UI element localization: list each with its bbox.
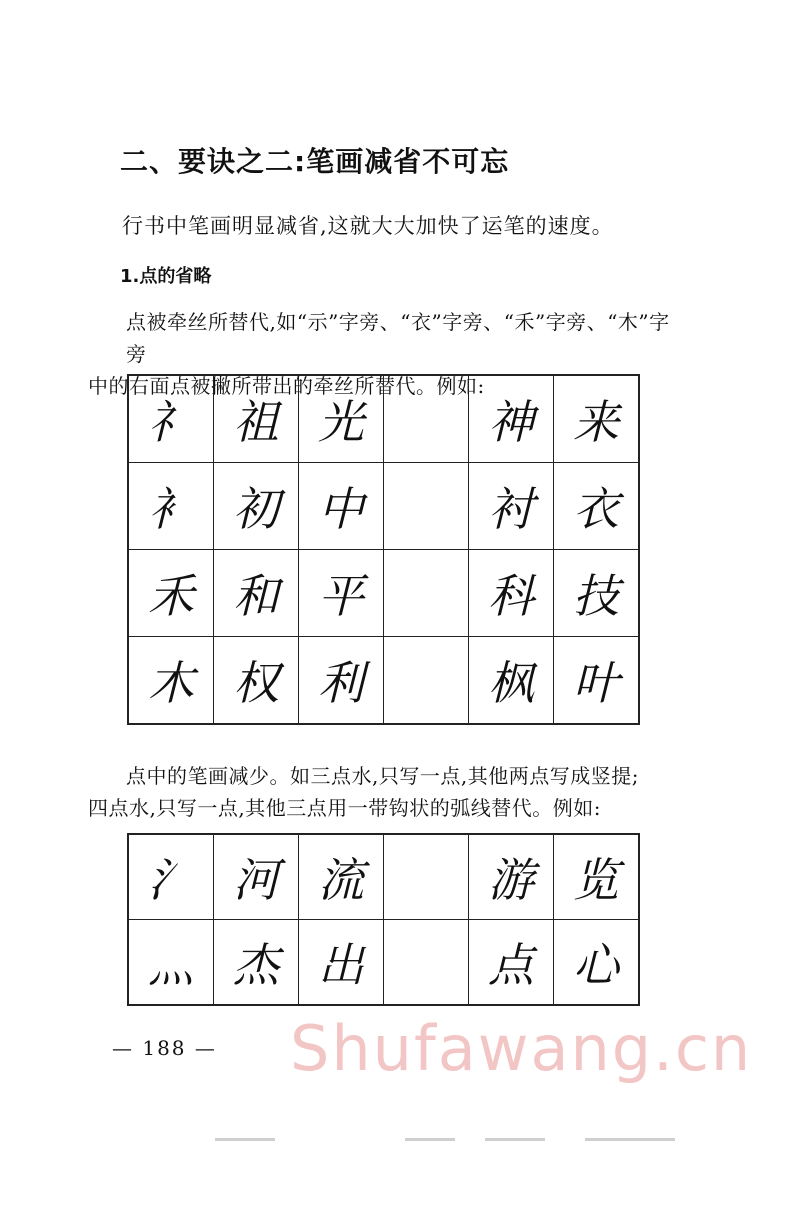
grid-row [128, 834, 639, 920]
grid-cell: 礻 [128, 375, 214, 463]
grid-cell: 科 [469, 550, 554, 637]
grid-cell-blank [384, 834, 469, 920]
grid-cell: 祖 [214, 375, 299, 463]
section-heading: 二、要诀之二:笔画减省不可忘 [120, 145, 510, 178]
grid-cell: 衬 [469, 463, 554, 550]
grid-cell: 禾 [128, 550, 214, 637]
grid-row [128, 463, 639, 550]
paragraph-2-line-1: 点中的笔画减少。如三点水,只写一点,其他两点写成竖提; [126, 764, 639, 788]
grid-cell: 游 [469, 834, 554, 920]
subsection-heading: 1.点的省略 [120, 266, 212, 287]
example-grid-dots-replaced [127, 374, 640, 725]
paragraph-2 [88, 760, 678, 824]
paragraph-1-line-2: 中的右面点被撇所带出的牵丝所替代。例如: [88, 374, 485, 398]
paragraph-1-line-1: 点被牵丝所替代,如“示”字旁、“衣”字旁、“禾”字旁、“木”字旁 [126, 310, 670, 366]
grid-cell-blank [384, 375, 469, 463]
scan-artifact [405, 1138, 455, 1141]
grid-cell-blank [384, 637, 469, 725]
paragraph-2-line-2: 四点水,只写一点,其他三点用一带钩状的弧线替代。例如: [88, 796, 601, 820]
grid-cell: 木 [128, 637, 214, 725]
grid-row [128, 550, 639, 637]
example-grid-dots-reduced [127, 833, 640, 1006]
grid-cell: 权 [214, 637, 299, 725]
grid-cell: 来 [554, 375, 640, 463]
grid-cell: 叶 [554, 637, 640, 725]
grid-cell: 心 [554, 920, 640, 1006]
grid-cell: 光 [299, 375, 384, 463]
scan-artifact [215, 1138, 275, 1141]
grid-cell: 出 [299, 920, 384, 1006]
grid-cell: 技 [554, 550, 640, 637]
page-number: — 188 — [112, 1036, 217, 1060]
grid-cell: 枫 [469, 637, 554, 725]
grid-cell: 点 [469, 920, 554, 1006]
grid-cell: 平 [299, 550, 384, 637]
grid-cell-blank [384, 550, 469, 637]
grid-cell: 利 [299, 637, 384, 725]
grid-cell: 初 [214, 463, 299, 550]
grid-cell: 衣 [554, 463, 640, 550]
grid-cell-blank [384, 463, 469, 550]
grid-cell: 衤 [128, 463, 214, 550]
grid-cell: 神 [469, 375, 554, 463]
intro-text: 行书中笔画明显减省,这就大大加快了运笔的速度。 [122, 214, 614, 238]
scan-artifact [585, 1138, 675, 1141]
grid-cell-blank [384, 920, 469, 1006]
watermark: Shufawang.cn [290, 1012, 753, 1085]
grid-cell: 氵 [128, 834, 214, 920]
grid-cell: 河 [214, 834, 299, 920]
scan-artifact [485, 1138, 545, 1141]
grid-row [128, 637, 639, 725]
grid-row [128, 375, 639, 463]
grid-row [128, 920, 639, 1006]
grid-cell: 流 [299, 834, 384, 920]
grid-cell: 杰 [214, 920, 299, 1006]
grid-cell: 览 [554, 834, 640, 920]
grid-cell: 灬 [128, 920, 214, 1006]
grid-cell: 中 [299, 463, 384, 550]
grid-cell: 和 [214, 550, 299, 637]
